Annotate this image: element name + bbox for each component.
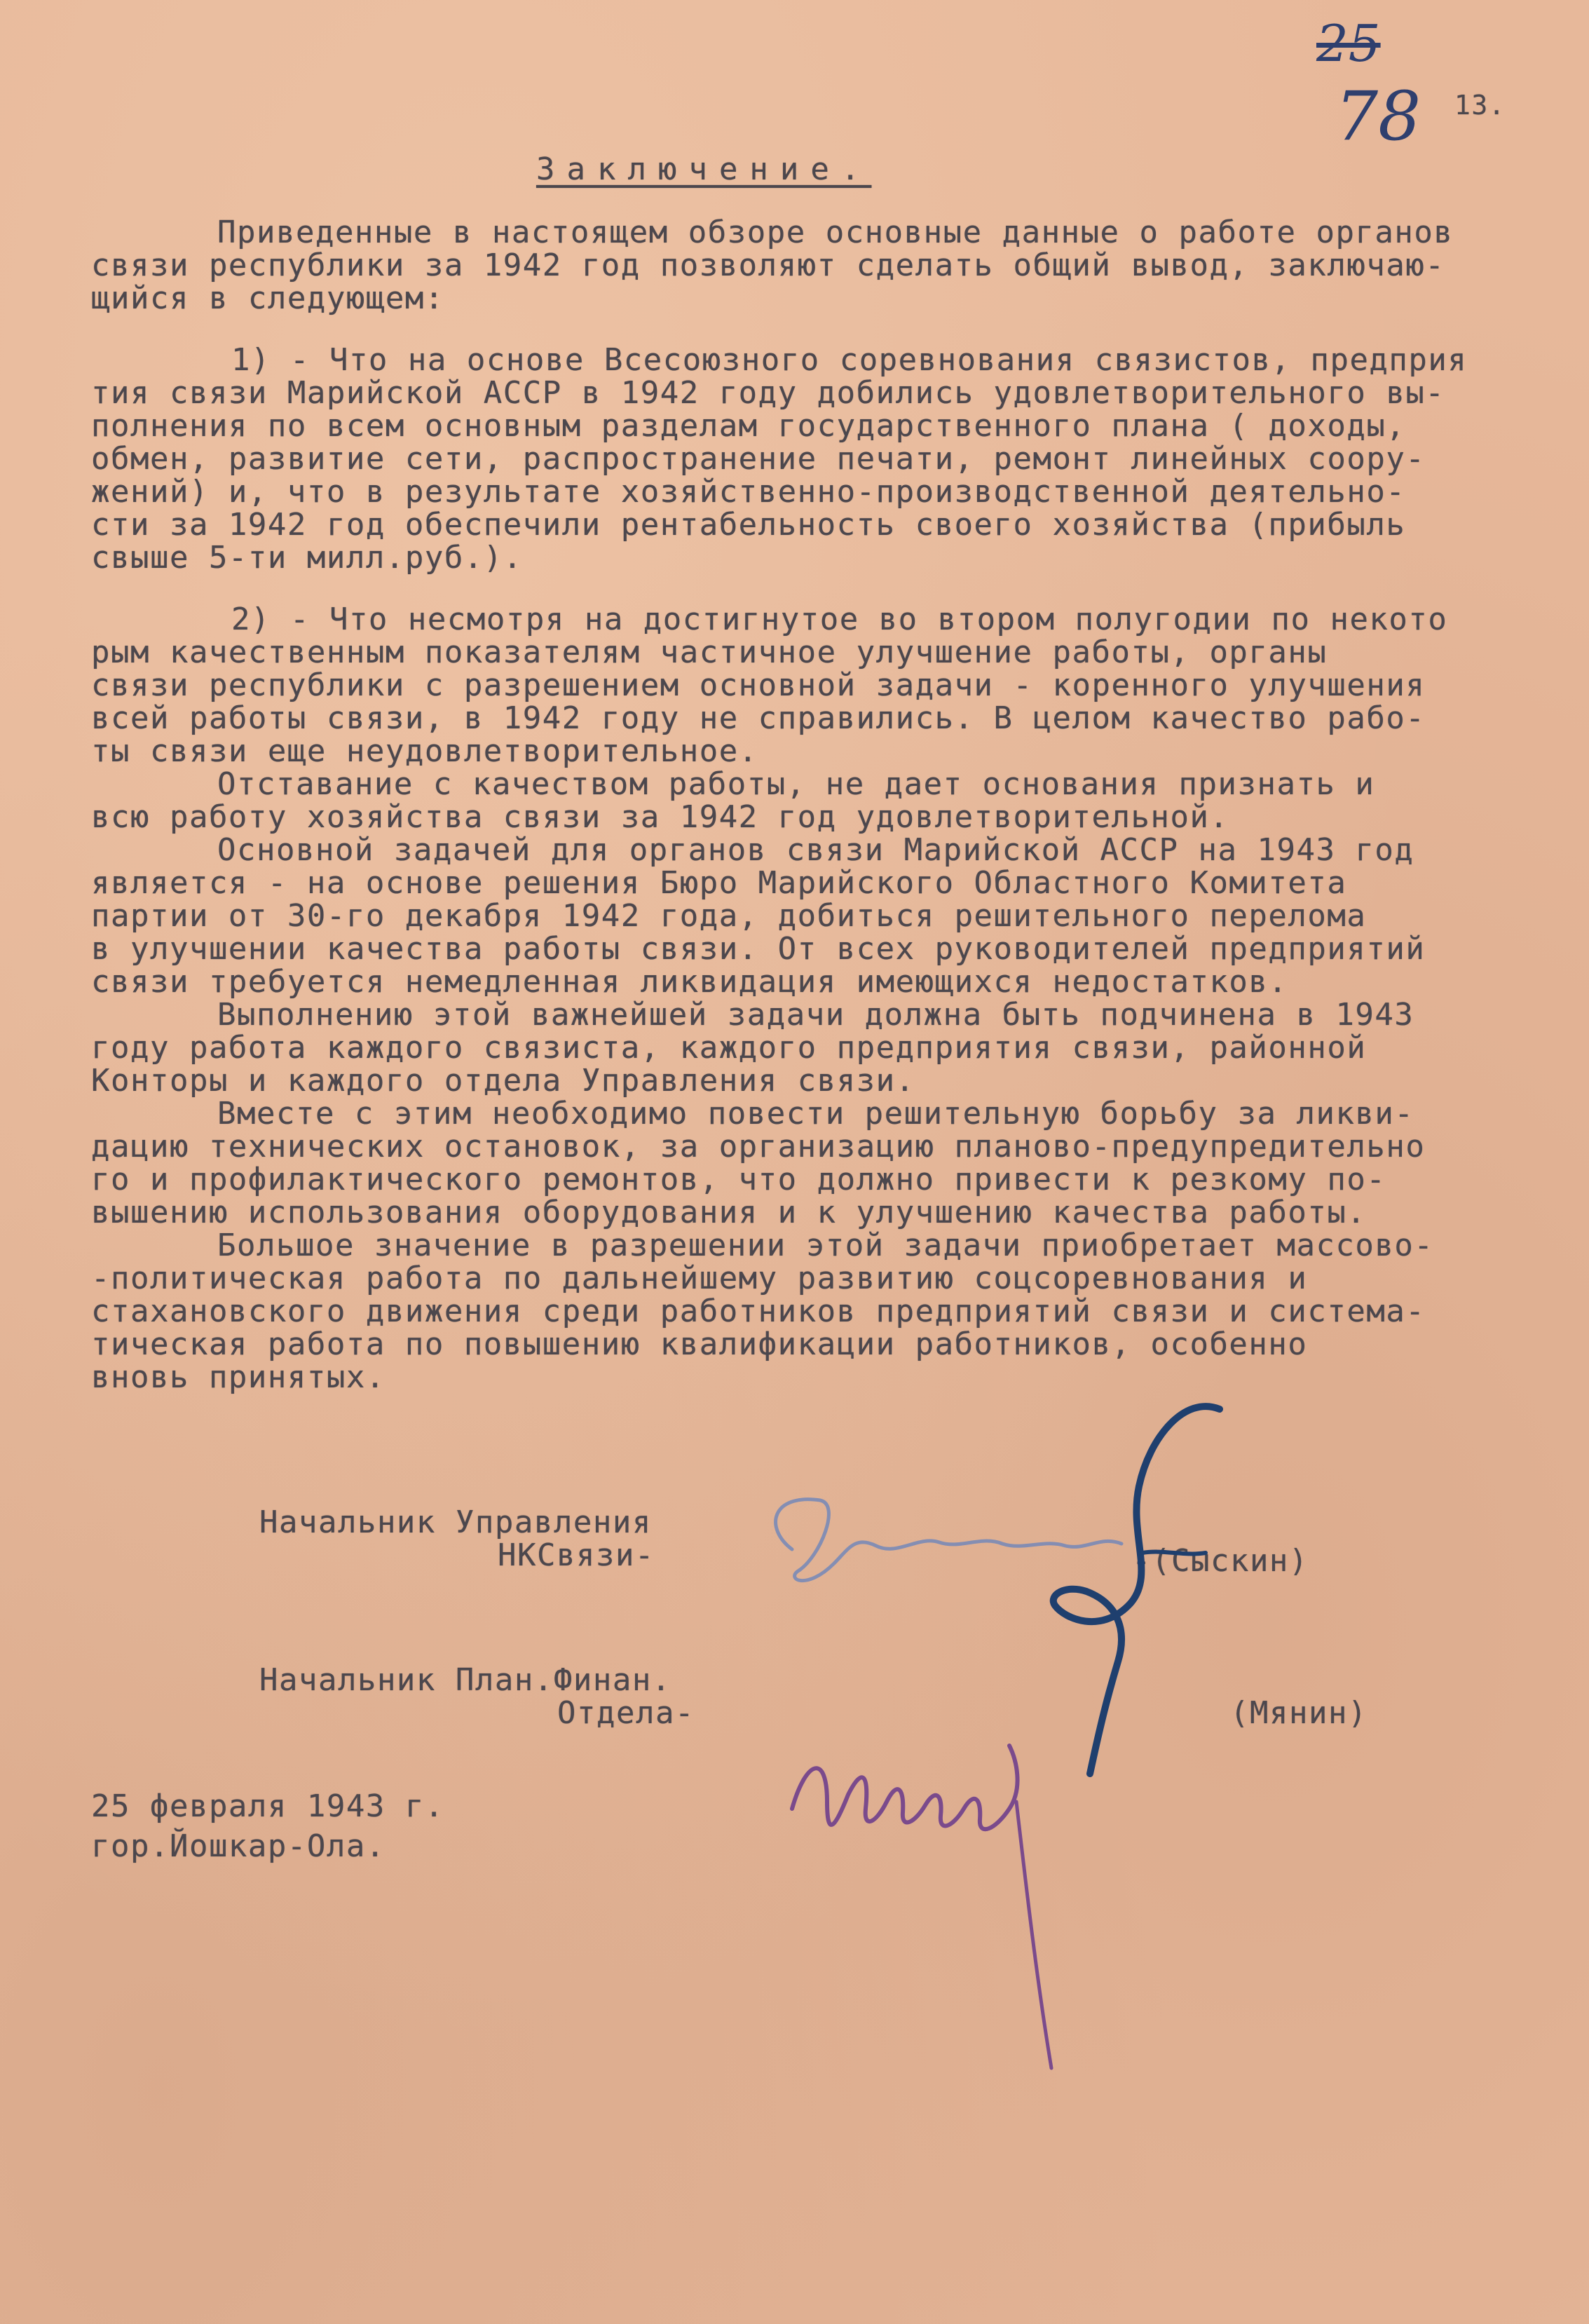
text-line: стахановского движения среди работников предприятий связи и система- [91,1293,1426,1329]
text-line: обмен, развитие сети, распространение печати, ремонт линейных соору- [91,441,1426,477]
document-place: гор.Йошкар-Ола. [91,1828,386,1864]
text-line: свыше 5-ти милл.руб.). [91,540,523,576]
text-line: 1) - Что на основе Всесоюзного соревнования связистов, предприя [231,342,1468,378]
signatory-title: Начальник План.Финан. [259,1662,671,1698]
signatory-title: Отдела- [557,1695,695,1731]
text-line: Основной задачей для органов связи Марийской АССР на 1943 год [217,832,1414,868]
text-line: тическая работа по повышению квалификации работников, особенно [91,1326,1308,1362]
text-line: году работа каждого связиста, каждого предприятия связи, районной [91,1030,1367,1066]
text-line: -политическая работа по дальнейшему развитию соцсоревнования и [91,1260,1308,1296]
text-line: щийся в следующем: [91,280,444,316]
archive-sheet-number: 78 [1335,77,1421,156]
text-line: го и профилактического ремонтов, что должно привести к резкому по- [91,1162,1386,1197]
document-title: Заключение. [536,151,872,187]
text-line: в улучшении качества работы связи. От всех руководителей предприятий [91,931,1426,967]
text-line: дацию технических остановок, за организацию планово-предупредительно [91,1129,1426,1164]
text-line: сти за 1942 год обеспечили рентабельность своего хозяйства (прибыль [91,507,1406,543]
text-line: Конторы и каждого отдела Управления связи. [91,1063,915,1099]
text-line: Приведенные в настоящем обзоре основные данные о работе органов [217,215,1454,250]
text-line: связи республики за 1942 год позволяют сделать общий вывод, заключаю- [91,247,1445,283]
signatory-title: Начальник Управления [259,1504,652,1540]
text-line: Большое значение в разрешении этой задачи приобретает массово- [217,1228,1434,1263]
text-line: Отставание с качеством работы, не дает основания признать и [217,766,1375,802]
signatory-name: (Мянин) [1230,1695,1368,1731]
page-number: 13. [1454,90,1506,121]
text-line: рым качественным показателям частичное улучшение работы, органы [91,634,1328,670]
text-line: партии от 30-го декабря 1942 года, добиться решительного перелома [91,898,1367,934]
text-line: вновь принятых. [91,1359,386,1395]
text-line: связи республики с разрешением основной задачи - коренного улучшения [91,667,1426,703]
text-line: является - на основе решения Бюро Марийского Областного Комитета [91,865,1347,901]
text-line: всей работы связи, в 1942 году не справились. В целом качество рабо- [91,700,1426,736]
text-line: вышению использования оборудования и к улучшению качества работы. [91,1195,1367,1230]
text-line: полнения по всем основным разделам государственного плана ( доходы, [91,408,1406,444]
document-date: 25 февраля 1943 г. [91,1788,444,1824]
text-line: ты связи еще неудовлетворительное. [91,733,758,769]
text-line: всю работу хозяйства связи за 1942 год удовлетворительной. [91,799,1229,835]
signatory-title: НКСвязи- [498,1537,655,1573]
text-line: тия связи Марийской АССР в 1942 году добились удовлетворительного вы- [91,375,1445,411]
text-line: жений) и, что в результате хозяйственно-производственной деятельно- [91,474,1406,510]
text-line: связи требуется немедленная ликвидация имеющихся недостатков. [91,964,1288,1000]
signature-violet-ink [785,1718,1121,2082]
text-line: 2) - Что несмотря на достигнутое во втором полугодии по некото [231,602,1448,637]
text-line: Вместе с этим необходимо повести решительную борьбу за ликви- [217,1096,1414,1132]
signatory-name: -(Сыскин) [1132,1543,1309,1579]
archive-sheet-old: 25 [1316,14,1381,73]
text-line: Выполнению этой важнейшей задачи должна быть подчинена в 1943 [217,997,1414,1033]
